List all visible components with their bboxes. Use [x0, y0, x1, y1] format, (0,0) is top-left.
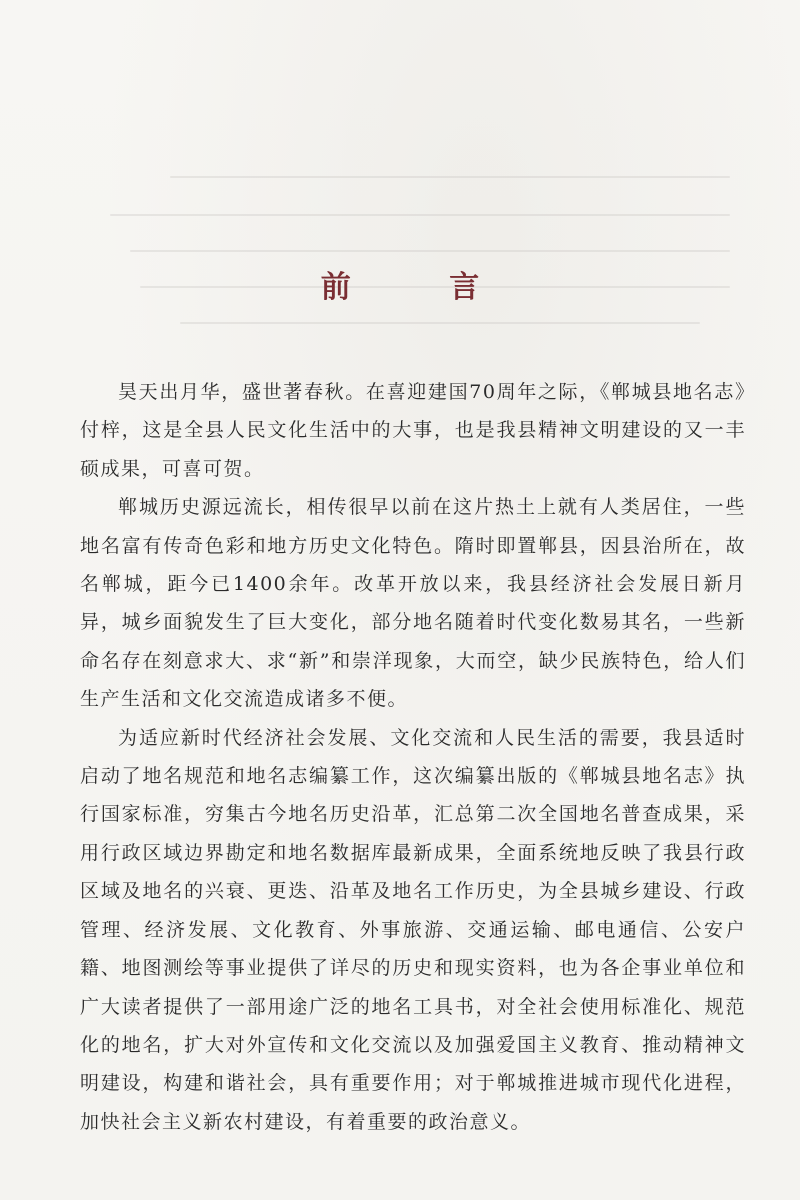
bleed-through-line — [180, 322, 700, 324]
bleed-through-line — [170, 176, 730, 178]
paragraph-2: 郸城历史源远流长，相传很早以前在这片热土上就有人类居住，一些地名富有传奇色彩和地方历史文化特色。隋时即置郸县，因县治所在，故名郸城，距今已1400余年。改革开放以来，我县经济社会发展日新月异，城乡面貌发生了巨大变化，部分地名随着时代变化数易其名，一些新命名存在刻意求大、求“新”和崇洋现象，大而空，缺少民族特色，给人们生产生活和文化交流造成诸多不便。 — [80, 496, 746, 711]
page-title: 前 言 — [320, 270, 524, 305]
paragraph-3: 为适应新时代经济社会发展、文化交流和人民生活的需要，我县适时启动了地名规范和地名志编纂工作，这次编纂出版的《郸城县地名志》执行国家标准，穷集古今地名历史沿革，汇总第二次全国地名普查成果，采用行政区域边界勘定和地名数据库最新成果，全面系统地反映了我县行政区域及地名的兴衰、更迭、沿革及地名工作历史，为全县城乡建设、行政管理、经济发展、文化教育、外事旅游、交通运输、邮电通信、公安户籍、地图测绘等事业提供了详尽的历史和现实资料，也为各企事业单位和广大读者提供了一部用途广泛的地名工具书，对全社会使用标准化、规范化的地名，扩大对外宣传和文化交流以及加强爱国主义教育、推动精神文明建设，构建和谐社会，具有重要作用；对于郸城推进城市现代化进程，加快社会主义新农村建设，有着重要的政治意义。 — [80, 726, 746, 1133]
bleed-through-line — [110, 214, 730, 216]
paragraph-1: 昊天出月华，盛世著春秋。在喜迎建国70周年之际，《郸城县地名志》付梓，这是全县人民文化生活中的大事，也是我县精神文明建设的又一丰硕成果，可喜可贺。 — [80, 381, 746, 480]
bleed-through-line — [130, 250, 730, 252]
body-text — [80, 373, 746, 1141]
